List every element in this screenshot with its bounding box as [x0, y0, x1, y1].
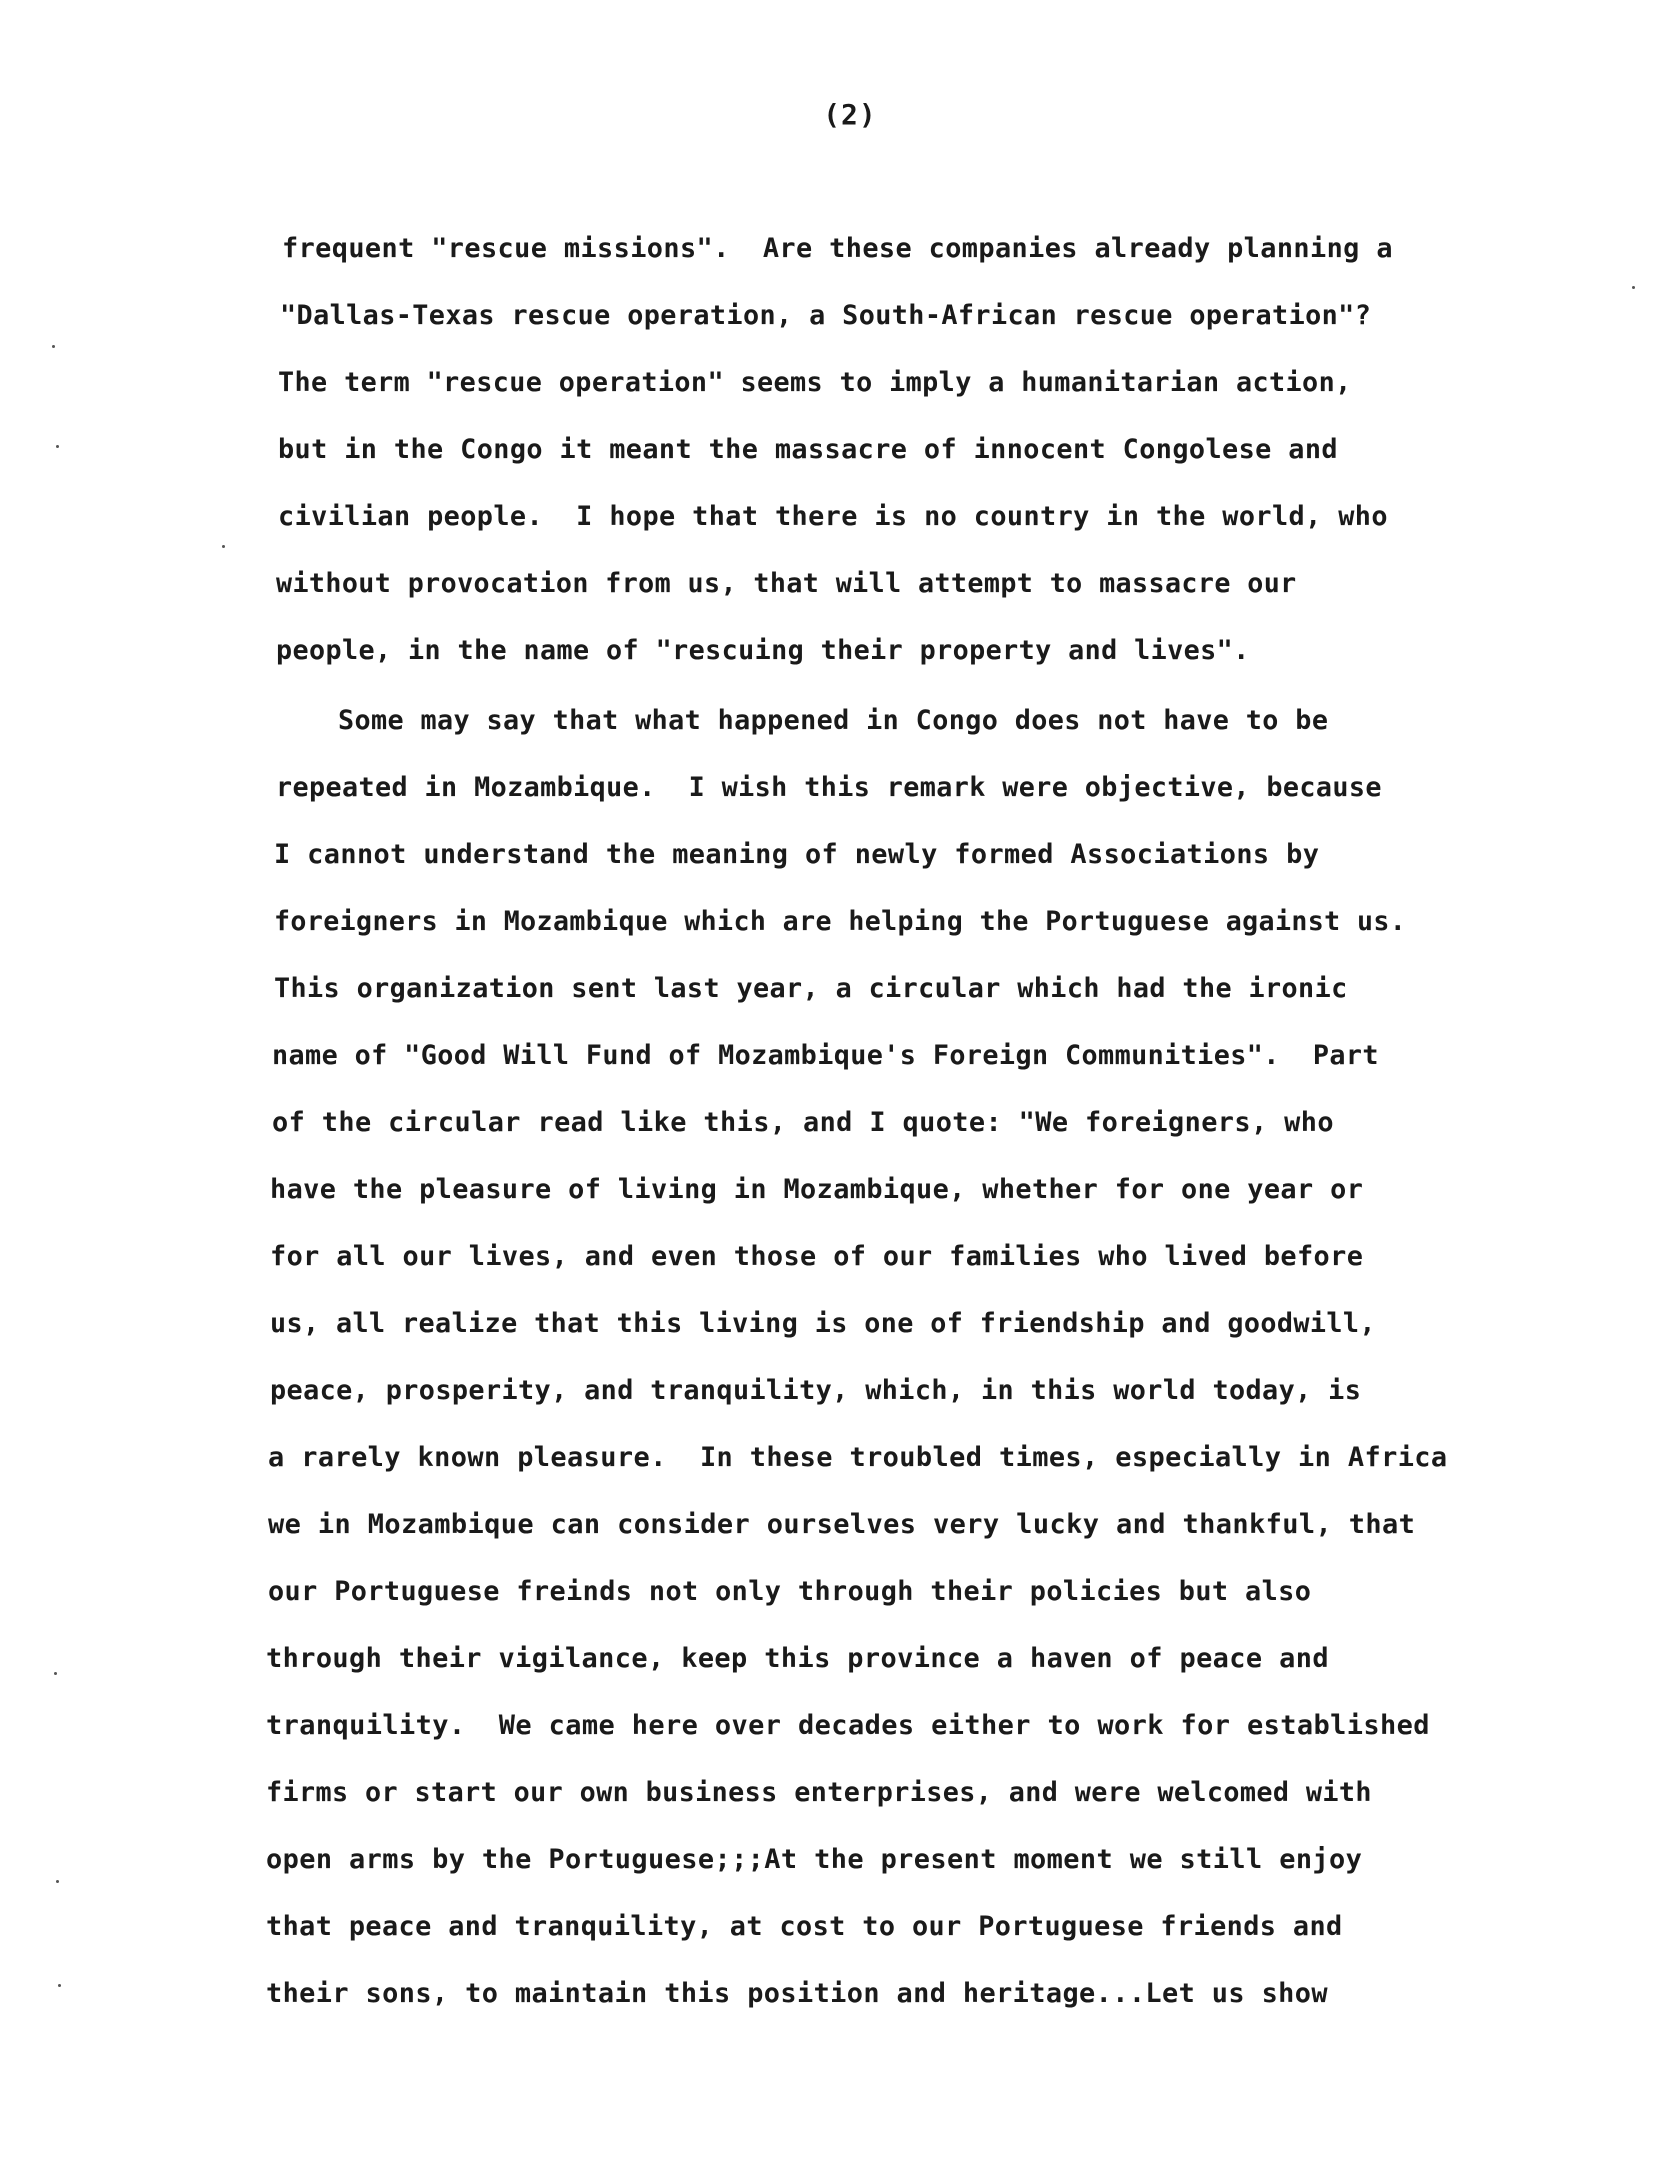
text-line: of the circular read like this, and I quote: "We foreigners, who: [272, 1107, 1334, 1138]
text-line: Some may say that what happened in Congo does not have to be: [338, 705, 1329, 736]
text-line: I cannot understand the meaning of newly formed Associations by: [274, 839, 1320, 870]
text-line: for all our lives, and even those of our families who lived before: [270, 1241, 1364, 1272]
text-line: tranquility. We came here over decades either to work for established: [266, 1710, 1430, 1741]
text-line: repeated in Mozambique. I wish this remark were objective, because: [276, 772, 1382, 803]
text-line: foreigners in Mozambique which are helping the Portuguese against us.: [274, 906, 1407, 937]
text-line: name of "Good Will Fund of Mozambique's Foreign Communities". Part: [272, 1040, 1379, 1071]
text-line: that peace and tranquility, at cost to our Portuguese friends and: [266, 1911, 1343, 1942]
page-number: (2): [823, 98, 877, 131]
text-line: us, all realize that this living is one of friendship and goodwill,: [270, 1308, 1376, 1339]
scan-speck: [222, 545, 225, 548]
text-line: firms or start our own business enterprises, and were welcomed with: [266, 1777, 1372, 1808]
scan-speck: [54, 1672, 57, 1675]
scan-speck: [52, 345, 55, 348]
text-line: frequent "rescue missions". Are these companies already planning a: [282, 233, 1393, 264]
scan-speck: [56, 1880, 59, 1883]
text-line: but in the Congo it meant the massacre of innocent Congolese and: [278, 434, 1338, 465]
scan-speck: [56, 445, 59, 448]
text-line: our Portuguese freinds not only through their policies but also: [268, 1576, 1312, 1607]
scan-speck: [1632, 286, 1635, 289]
scan-speck: [58, 1984, 61, 1987]
text-line: we in Mozambique can consider ourselves very lucky and thankful, that: [268, 1509, 1416, 1540]
text-line: This organization sent last year, a circular which had the ironic: [274, 973, 1348, 1004]
text-line: civilian people. I hope that there is no country in the world, who: [278, 501, 1388, 532]
text-line: a rarely known pleasure. In these troubled times, especially in Africa: [268, 1442, 1448, 1473]
text-line: without provocation from us, that will attempt to massacre our: [276, 568, 1297, 599]
text-line: people, in the name of "rescuing their property and lives".: [276, 635, 1250, 666]
text-line: The term "rescue operation" seems to imply a humanitarian action,: [278, 367, 1352, 398]
text-line: open arms by the Portuguese;;;At the present moment we still enjoy: [266, 1844, 1363, 1875]
text-line: peace, prosperity, and tranquility, which, in this world today, is: [270, 1375, 1362, 1406]
text-line: have the pleasure of living in Mozambique, whether for one year or: [270, 1174, 1364, 1205]
text-line: through their vigilance, keep this province a haven of peace and: [266, 1643, 1329, 1674]
text-line: their sons, to maintain this position and heritage...Let us show: [266, 1978, 1328, 2009]
text-line: "Dallas-Texas rescue operation, a South-African rescue operation"?: [280, 300, 1372, 331]
